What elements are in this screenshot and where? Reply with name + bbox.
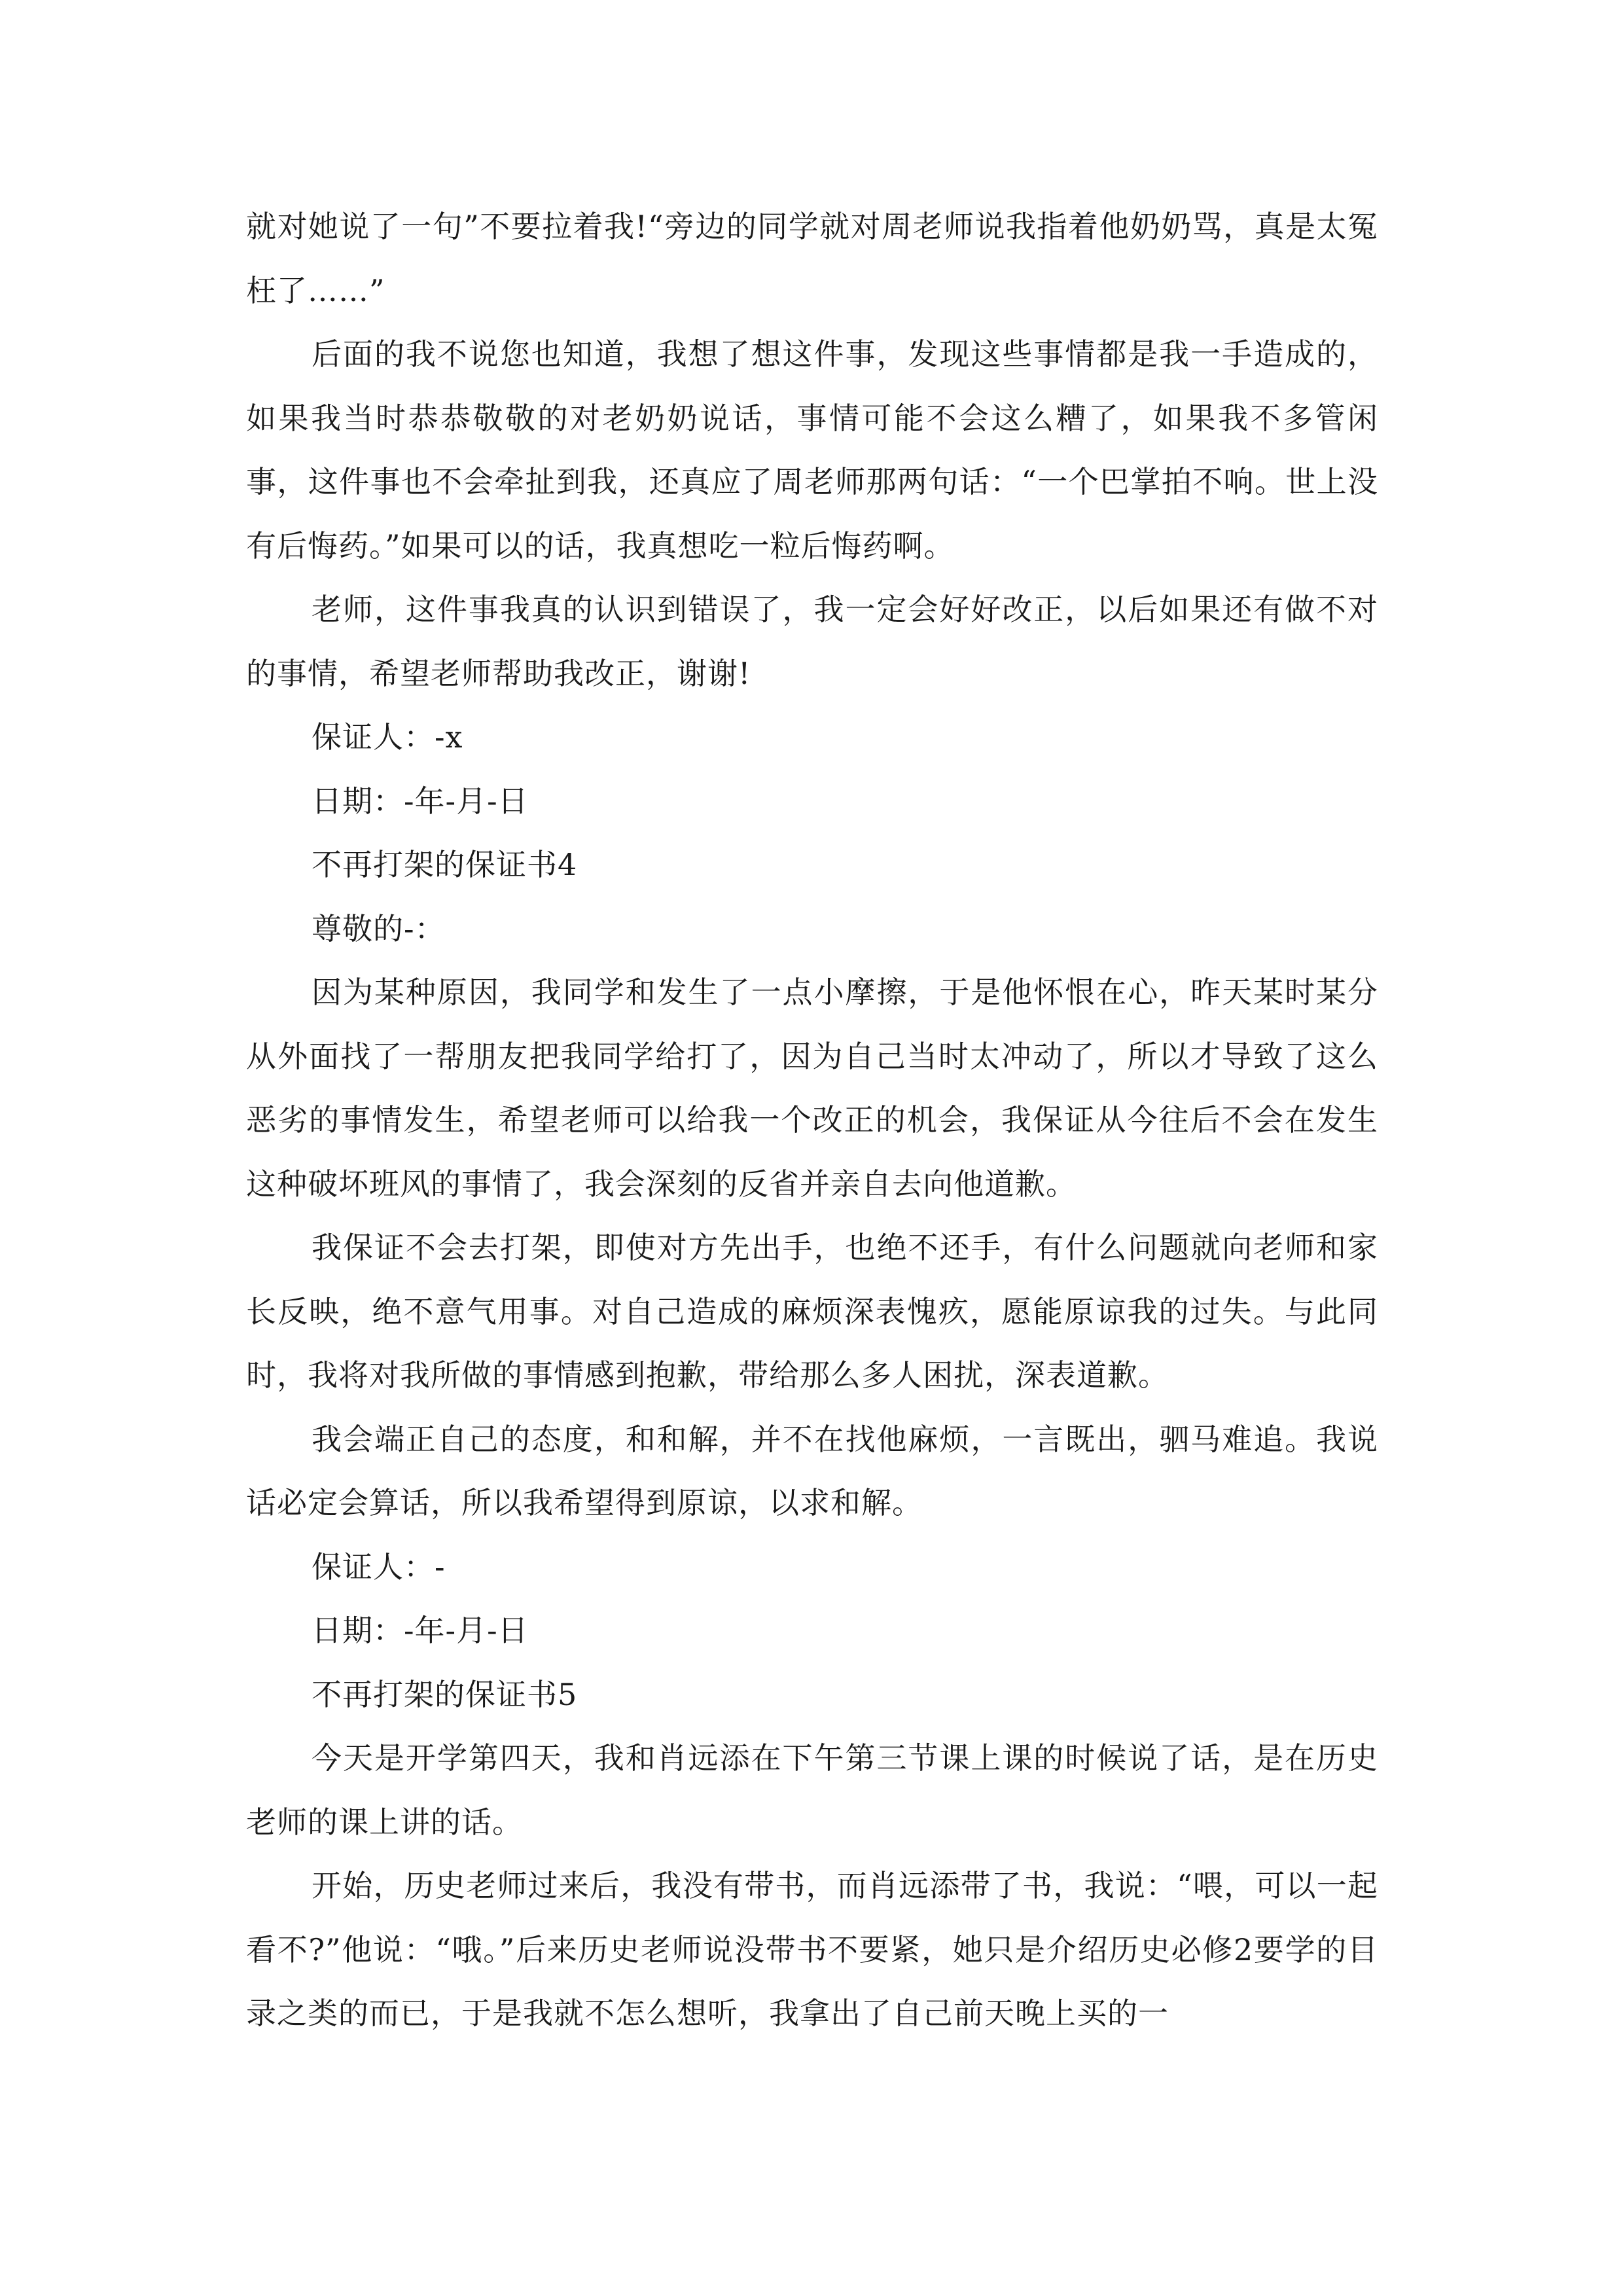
paragraph-incident: 因为某种原因，我同学和发生了一点小摩擦，于是他怀恨在心，昨天某时某分从外面找了一帮朋友把我同学给打了，因为自己当时太冲动了，所以才导致了这么恶劣的事情发生，希望老师可以给我一个改正的机会，我保证从今往后不会在发生这种破坏班风的事情了，我会深刻的反省并亲自去向他道歉。 [246,975,1378,1202]
paragraph-continuation: 就对她说了一句”不要拉着我!“旁边的同学就对周老师说我指着他奶奶骂，真是太冤枉了……” [246,209,1378,308]
guarantor-line-2: 保证人：- [312,1549,446,1585]
paragraph-promise: 我保证不会去打架，即使对方先出手，也绝不还手，有什么问题就向老师和家长反映，绝不意气用事。对自己造成的麻烦深表愧疚，愿能原谅我的过失。与此同时，我将对我所做的事情感到抱歉，带给那么多人困扰，深表道歉。 [246,1230,1378,1393]
document-body [246,195,1378,2046]
paragraph-attitude: 我会端正自己的态度，和和解，并不在找他麻烦，一言既出，驷马难追。我说话必定会算话，所以我希望得到原谅，以求和解。 [246,1421,1378,1520]
paragraph-day-four: 今天是开学第四天，我和肖远添在下午第三节课上课的时候说了话，是在历史老师的课上讲的话。 [246,1740,1378,1840]
paragraph-apology: 老师，这件事我真的认识到错误了，我一定会好好改正，以后如果还有做不对的事情，希望老师帮助我改正，谢谢! [246,592,1378,691]
salutation: 尊敬的-： [312,910,446,946]
date-line: 日期：-年-月-日 [312,783,529,819]
date-line-2: 日期：-年-月-日 [312,1613,529,1648]
paragraph-history-class: 开始，历史老师过来后，我没有带书，而肖远添带了书，我说：“喂，可以一起看不?”他说：“哦。”后来历史老师说没带书不要紧，她只是介绍历史必修2要学的目录之类的而已，于是我就不怎么想听，我拿出了自己前天晚上买的一 [246,1868,1378,2031]
section-title-5: 不再打架的保证书5 [312,1676,578,1712]
section-title-4: 不再打架的保证书4 [312,847,578,882]
guarantor-line: 保证人：-x [312,719,463,755]
paragraph-reflection: 后面的我不说您也知道，我想了想这件事，发现这些事情都是我一手造成的，如果我当时恭恭敬敬的对老奶奶说话，事情可能不会这么糟了，如果我不多管闲事，这件事也不会牵扯到我，还真应了周老师那两句话：“一个巴掌拍不响。世上没有后悔药。”如果可以的话，我真想吃一粒后悔药啊。 [246,336,1378,564]
